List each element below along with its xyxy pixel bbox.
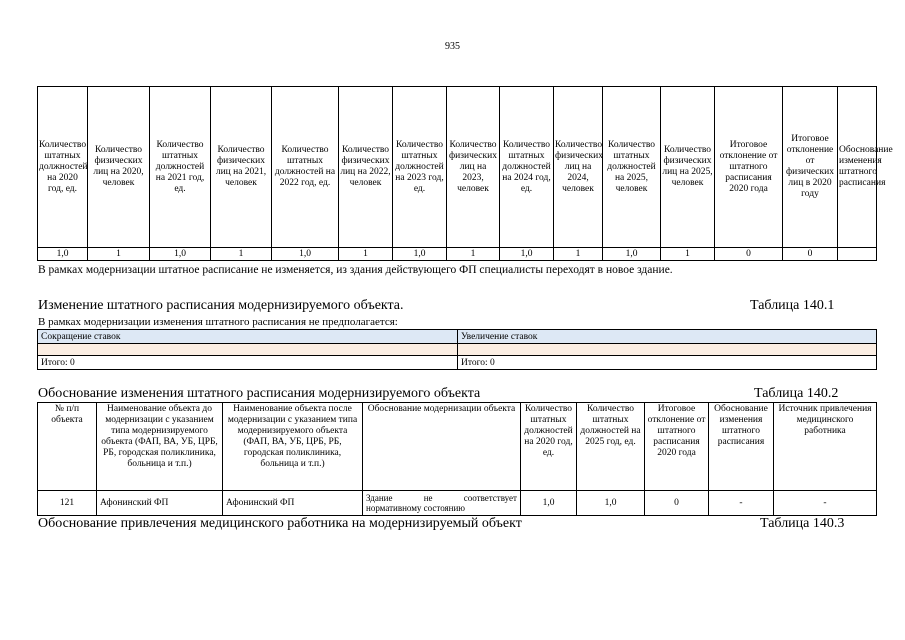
column-header: Количество штатных должностей на 2021 год, ед. <box>150 87 211 248</box>
total-right: Итого: 0 <box>458 356 877 370</box>
column-header: Обоснование изменения штатного расписания <box>838 87 877 248</box>
table-cell: 1,0 <box>38 248 88 261</box>
section-title: Изменение штатного расписания модернизируемого объекта. <box>38 298 404 313</box>
column-header: Количество физических лиц на 2024, человек <box>554 87 603 248</box>
column-header: Обоснование изменения штатного расписания <box>709 403 774 491</box>
table-cell: 1,0 <box>393 248 447 261</box>
column-header: Количество штатных должностей на 2025, человек <box>603 87 661 248</box>
section-title: Обоснование изменения штатного расписания модернизируемого объекта <box>38 386 481 401</box>
increase-header: Увеличение ставок <box>458 330 877 344</box>
column-header: Количество физических лиц на 2020, человек <box>88 87 150 248</box>
table-label: Таблица 140.1 <box>750 298 835 313</box>
table-cell: 1 <box>211 248 272 261</box>
table-cell <box>838 248 877 261</box>
justification: - <box>709 491 774 516</box>
staff-changes-table <box>37 329 877 370</box>
column-header: Количество физических лиц на 2021, человек <box>211 87 272 248</box>
table-cell: 1 <box>554 248 603 261</box>
table-cell: 1,0 <box>272 248 339 261</box>
column-header: Количество штатных должностей на 2023 год, ед. <box>393 87 447 248</box>
staff-2025: 1,0 <box>577 491 645 516</box>
source: - <box>774 491 877 516</box>
column-header: Итоговое отклонение от штатного расписания 2020 года <box>645 403 709 491</box>
object-number: 121 <box>38 491 97 516</box>
table-cell <box>38 344 458 356</box>
column-header: Количество штатных должностей на 2022 год, ед. <box>272 87 339 248</box>
table-cell: 1 <box>447 248 500 261</box>
column-header: Количество физических лиц на 2025, человек <box>661 87 715 248</box>
total-left: Итого: 0 <box>38 356 458 370</box>
column-header: Количество штатных должностей на 2020 год, ед. <box>521 403 577 491</box>
table-label: Таблица 140.2 <box>754 386 839 401</box>
table-cell: 0 <box>715 248 783 261</box>
deviation: 0 <box>645 491 709 516</box>
table-cell: 1 <box>661 248 715 261</box>
column-header: Источник привлечения медицинского работника <box>774 403 877 491</box>
table-cell: 1,0 <box>150 248 211 261</box>
column-header: Количество штатных должностей на 2024 год, ед. <box>500 87 554 248</box>
totals-row <box>38 356 877 370</box>
reason-line: нормативному состоянию <box>366 503 466 513</box>
reason-line: Здание не соответствует <box>366 493 517 503</box>
table-header-row <box>38 403 877 491</box>
column-header: Итоговое отклонение от штатного расписания 2020 года <box>715 87 783 248</box>
column-header: Количество штатных должностей на 2020 год, ед. <box>38 87 88 248</box>
reduction-header: Сокращение ставок <box>38 330 458 344</box>
table-cell: 1 <box>88 248 150 261</box>
name-after: Афонинский ФП <box>223 491 363 516</box>
column-header: Обоснование модернизации объекта <box>363 403 521 491</box>
column-header: Количество физических лиц на 2022, человек <box>339 87 393 248</box>
column-header: Наименование объекта до модернизации с указанием типа модернизируемого объекта (ФАП, ВА, УБ, ЦРБ, РБ, городская поликлиника, больница и т.п.) <box>97 403 223 491</box>
table-cell: 1,0 <box>500 248 554 261</box>
name-before: Афонинский ФП <box>97 491 223 516</box>
section-subtitle: В рамках модернизации изменения штатного расписания не предполагается: <box>38 316 398 328</box>
table-cell: 1 <box>339 248 393 261</box>
table-cell: 0 <box>783 248 838 261</box>
modernization-reason <box>363 491 521 516</box>
page-number: 935 <box>445 41 460 52</box>
table-header-row <box>38 330 877 344</box>
table-row <box>38 491 877 516</box>
table-row <box>38 344 877 356</box>
table-label: Таблица 140.3 <box>760 516 845 531</box>
column-header: № п/п объекта <box>38 403 97 491</box>
table-header-row <box>38 87 877 248</box>
staffing-table <box>37 86 893 261</box>
justification-table <box>37 402 877 516</box>
column-header: Итоговое отклонение от физических лиц в 2020 году <box>783 87 838 248</box>
table-row <box>38 248 877 261</box>
column-header: Количество физических лиц на 2023, человек <box>447 87 500 248</box>
staff-2020: 1,0 <box>521 491 577 516</box>
table-cell <box>458 344 877 356</box>
column-header: Количество штатных должностей на 2025 год, ед. <box>577 403 645 491</box>
staffing-note: В рамках модернизации штатное расписание не изменяется, из здания действующего ФП специалисты переходят в новое здание. <box>38 264 673 276</box>
table-cell: 1,0 <box>603 248 661 261</box>
column-header: Наименование объекта после модернизации с указанием типа модернизируемого объекта (ФАП, ВА, УБ, ЦРБ, РБ, городская поликлиника, больница и т.п.) <box>223 403 363 491</box>
section-title: Обоснование привлечения медицинского работника на модернизируемый объект <box>38 516 522 531</box>
